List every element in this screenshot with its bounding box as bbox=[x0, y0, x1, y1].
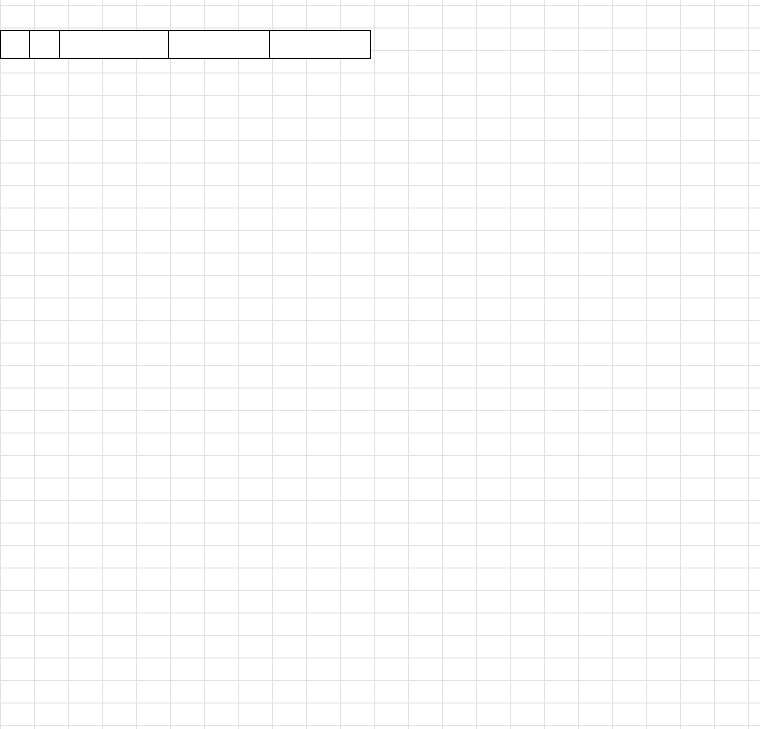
entry-table-header bbox=[1, 31, 371, 59]
header-dam-sire bbox=[270, 31, 371, 59]
header-waku bbox=[1, 31, 30, 59]
header-umaban bbox=[30, 31, 60, 59]
header-horse-name bbox=[60, 31, 169, 59]
header-sire bbox=[169, 31, 270, 59]
entry-table bbox=[0, 30, 371, 59]
